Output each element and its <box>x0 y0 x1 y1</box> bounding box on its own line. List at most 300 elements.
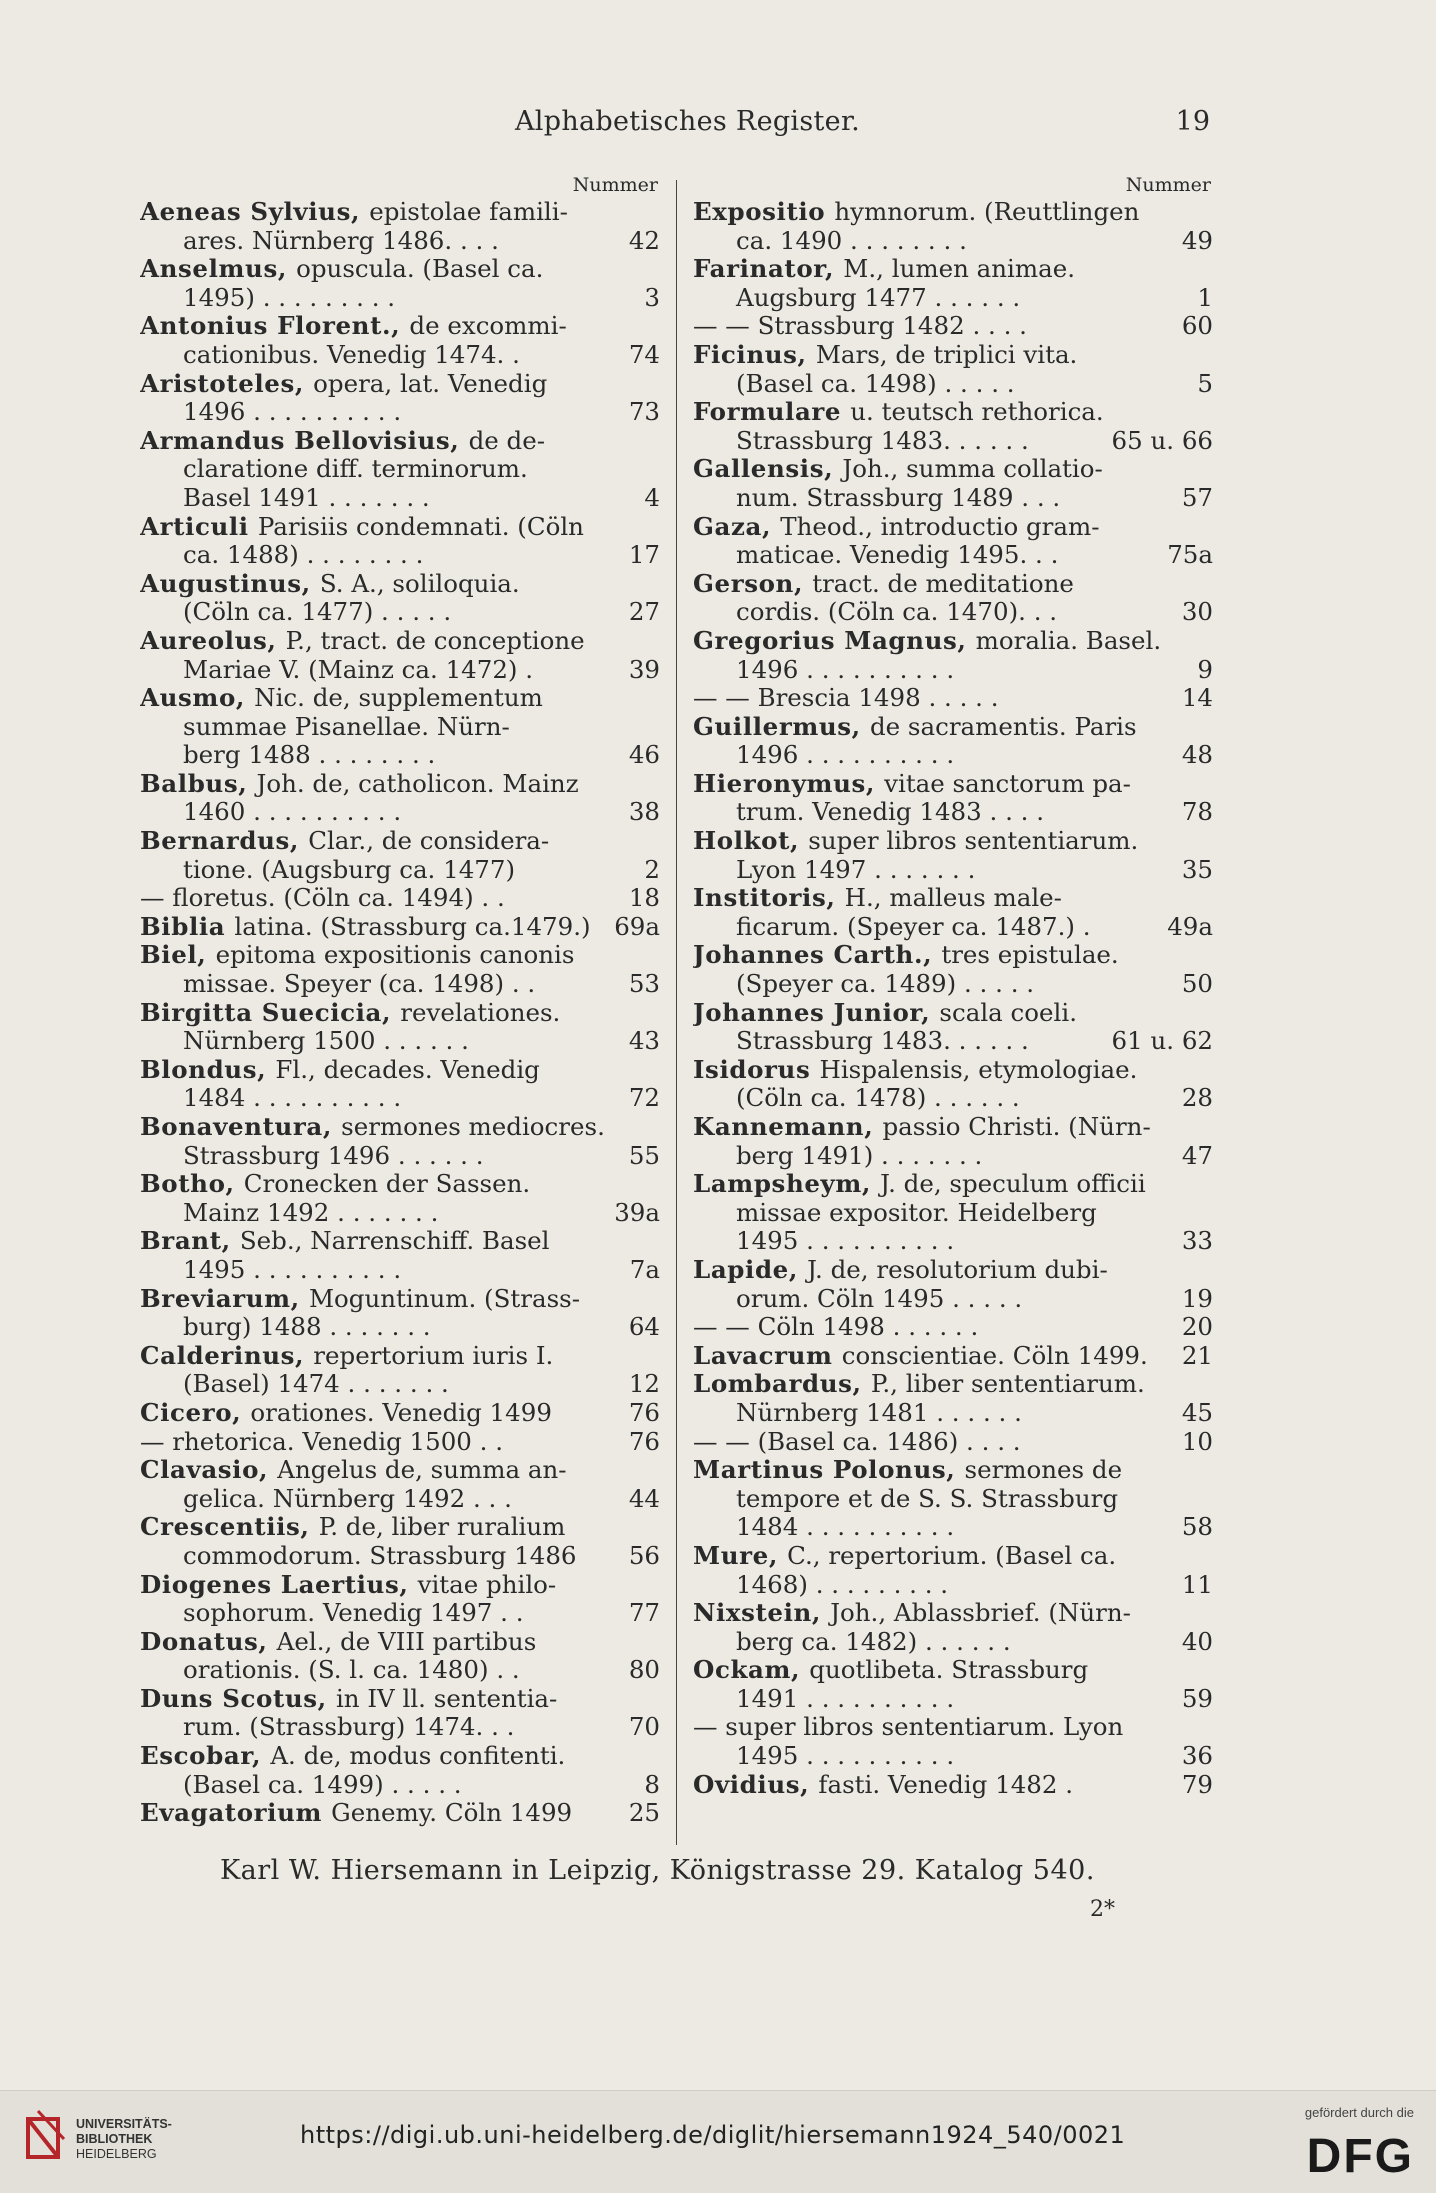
register-entry <box>693 198 1213 255</box>
entry-number: 57 <box>1181 483 1213 512</box>
entry-line <box>693 970 1213 999</box>
register-entry <box>693 1542 1213 1599</box>
entry-line <box>693 284 1213 313</box>
register-entry <box>693 1313 1213 1342</box>
entry-number: 9 <box>1197 655 1213 684</box>
entry-text: ficarum. (Speyer ca. 1487.) . <box>736 912 1091 941</box>
register-entry <box>693 570 1213 627</box>
entry-text: berg ca. 1482) . . . . . . <box>736 1627 1011 1656</box>
entry-number: 14 <box>1181 684 1213 713</box>
entry-headword: Crescentiis, <box>140 1513 319 1542</box>
entry-number: 49a <box>1167 912 1213 941</box>
register-entry <box>140 827 660 884</box>
register-entry <box>693 1113 1213 1170</box>
register-entry <box>693 312 1213 341</box>
register-entry <box>140 1170 660 1227</box>
page-header <box>140 106 1210 146</box>
entry-headword: Martinus Polonus, <box>693 1456 965 1485</box>
entry-headword: Diogenes Laertius, <box>140 1570 418 1599</box>
entry-text: Genemy. Cöln 1499 <box>331 1799 573 1828</box>
register-entry <box>140 770 660 827</box>
entry-text: 1495 . . . . . . . . . . <box>183 1255 402 1284</box>
entry-text: tres epistulae. <box>941 941 1119 970</box>
entry-line <box>140 999 660 1028</box>
entry-text: Strassburg 1483. . . . . . <box>736 426 1029 455</box>
entry-number: 17 <box>628 541 660 570</box>
entry-text: 1495 . . . . . . . . . . <box>736 1742 955 1771</box>
entry-text: revelationes. <box>400 998 561 1027</box>
entry-line <box>140 1542 660 1571</box>
entry-number: 3 <box>644 283 660 312</box>
entry-text: J. de, speculum officii <box>880 1170 1146 1199</box>
entry-headword: Nixstein, <box>693 1599 831 1628</box>
entry-line <box>140 1199 660 1228</box>
register-entry <box>693 398 1213 455</box>
entry-number: 47 <box>1181 1141 1213 1170</box>
entry-line <box>693 1742 1213 1771</box>
entry-line <box>693 427 1213 456</box>
register-entry <box>693 713 1213 770</box>
register-entry <box>140 370 660 427</box>
entry-line <box>140 913 660 942</box>
entry-number: 33 <box>1181 1227 1213 1256</box>
entry-headword: Ovidius, <box>693 1770 819 1799</box>
entry-line <box>693 770 1213 799</box>
entry-number: 11 <box>1181 1570 1213 1599</box>
register-entry <box>140 684 660 770</box>
register-entry <box>693 827 1213 884</box>
entry-line <box>140 484 660 513</box>
entry-line <box>693 1313 1213 1342</box>
entry-text: commodorum. Strassburg 1486 <box>183 1541 577 1570</box>
entry-text: ares. Nürnberg 1486. . . . <box>183 226 499 255</box>
entry-line <box>693 198 1213 227</box>
register-entry <box>693 941 1213 998</box>
entry-number: 2 <box>644 855 660 884</box>
register-entry <box>693 455 1213 512</box>
entry-line <box>693 1771 1213 1800</box>
dfg-logo[interactable]: DFG <box>1306 2130 1414 2183</box>
entry-number: 27 <box>628 598 660 627</box>
entry-number: 10 <box>1181 1427 1213 1456</box>
entry-text: (Speyer ca. 1489) . . . . . <box>736 970 1035 999</box>
register-entry <box>140 1799 660 1828</box>
entry-line <box>693 1342 1213 1371</box>
entry-number: 78 <box>1181 798 1213 827</box>
entry-headword: Ausmo, <box>140 684 255 713</box>
entry-line <box>693 570 1213 599</box>
entry-line <box>693 1027 1213 1056</box>
entry-line <box>693 1485 1213 1514</box>
sponsor-label: gefördert durch die <box>1304 2105 1414 2120</box>
entry-number: 39 <box>628 655 660 684</box>
entry-text: ca. 1488) . . . . . . . . <box>183 541 424 570</box>
entry-text: (Basel) 1474 . . . . . . . <box>183 1370 449 1399</box>
column-heading: Nummer <box>572 174 658 196</box>
entry-text: P., liber sententiarum. <box>870 1370 1145 1399</box>
entry-number: 60 <box>1181 312 1213 341</box>
entry-text: Joh., summa collatio- <box>842 455 1103 484</box>
column-heading: Nummer <box>1125 174 1211 196</box>
entry-line <box>693 1199 1213 1228</box>
entry-line <box>140 970 660 999</box>
university-library-logo[interactable] <box>20 2105 172 2175</box>
register-entry <box>140 312 660 369</box>
entry-line <box>140 1285 660 1314</box>
entry-text: conscientiae. Cöln 1499. <box>841 1341 1148 1370</box>
entry-text: Augsburg 1477 . . . . . . <box>736 283 1021 312</box>
entry-line <box>693 370 1213 399</box>
left-column <box>140 172 660 1828</box>
signature-mark: 2* <box>1090 1897 1115 1922</box>
entry-text: Nic. de, supplementum <box>254 684 543 713</box>
entry-text: H., malleus male- <box>844 884 1062 913</box>
entry-line <box>140 1656 660 1685</box>
entry-text: Moguntinum. (Strass- <box>308 1284 580 1313</box>
entry-line <box>140 1342 660 1371</box>
entry-line <box>693 598 1213 627</box>
entry-headword: Lombardus, <box>693 1370 871 1399</box>
entry-headword: Gregorius Magnus, <box>693 626 976 655</box>
entry-line <box>140 1742 660 1771</box>
register-entry <box>140 941 660 998</box>
entry-headword: Lavacrum <box>693 1341 842 1370</box>
entry-line <box>693 1428 1213 1457</box>
entry-text: Strassburg 1496 . . . . . . <box>183 1141 484 1170</box>
entry-number: 59 <box>1181 1684 1213 1713</box>
entry-headword: Hieronymus, <box>693 769 885 798</box>
register-entry <box>140 570 660 627</box>
register-entry <box>693 1428 1213 1457</box>
entry-number: 80 <box>628 1656 660 1685</box>
entry-number: 48 <box>1181 741 1213 770</box>
entry-text: passio Christi. (Nürn- <box>882 1113 1151 1141</box>
entry-headword: Institoris, <box>693 884 845 913</box>
entry-number: 39a <box>614 1198 660 1227</box>
entry-number: 46 <box>628 741 660 770</box>
page-number: 19 <box>1175 106 1210 137</box>
register-entry <box>693 1256 1213 1313</box>
entry-text: vitae philo- <box>417 1570 557 1599</box>
entry-line <box>693 798 1213 827</box>
document-url[interactable]: https://digi.ub.uni-heidelberg.de/diglit/hiersemann1924_540/0021 <box>300 2121 1126 2149</box>
entry-line <box>140 1599 660 1628</box>
entry-line <box>140 1170 660 1199</box>
register-entry <box>693 513 1213 570</box>
entry-line <box>140 1513 660 1542</box>
entry-text: tract. de meditatione <box>812 569 1074 598</box>
entry-line <box>140 1227 660 1256</box>
entry-number: 58 <box>1181 1513 1213 1542</box>
entry-number: 75a <box>1167 541 1213 570</box>
entry-text: A. de, modus confitenti. <box>270 1742 566 1771</box>
entry-line <box>140 1485 660 1514</box>
entry-number: 79 <box>1181 1770 1213 1799</box>
entry-number: 50 <box>1181 970 1213 999</box>
entry-headword: Articuli <box>140 512 258 541</box>
entry-text: — floretus. (Cöln ca. 1494) . . <box>140 884 505 913</box>
entry-line <box>140 541 660 570</box>
entry-headword: Clavasio, <box>140 1456 278 1485</box>
entry-text: 1460 . . . . . . . . . . <box>183 798 402 827</box>
entry-line <box>140 1456 660 1485</box>
entry-line <box>693 484 1213 513</box>
register-entry <box>693 1771 1213 1800</box>
entry-text: cordis. (Cöln ca. 1470). . . <box>736 598 1058 627</box>
register-entry <box>140 1056 660 1113</box>
entry-number: 72 <box>628 1084 660 1113</box>
register-entry <box>140 198 660 255</box>
entry-headword: Birgitta Suecicia, <box>140 998 401 1027</box>
viewer-bottom-bar <box>0 2090 1436 2193</box>
entry-headword: Calderinus, <box>140 1341 314 1370</box>
running-title: Alphabetisches Register. <box>515 106 861 137</box>
entry-number: 36 <box>1181 1742 1213 1771</box>
entry-text: orum. Cöln 1495 . . . . . <box>736 1284 1023 1313</box>
entry-number: 73 <box>628 398 660 427</box>
entry-headword: Mure, <box>693 1541 788 1570</box>
entry-line <box>693 227 1213 256</box>
register-entry <box>140 1227 660 1284</box>
entry-number: 21 <box>1181 1341 1213 1370</box>
entry-number: 74 <box>628 340 660 369</box>
entry-number: 30 <box>1181 598 1213 627</box>
entry-line <box>140 1799 660 1828</box>
entry-line <box>693 541 1213 570</box>
entry-headword: Isidorus <box>693 1055 820 1084</box>
register-entry <box>140 1685 660 1742</box>
logo-line: UNIVERSITÄTS- <box>76 2117 172 2131</box>
entry-text: Joh. de, catholicon. Mainz <box>256 769 579 798</box>
register-entry <box>693 627 1213 684</box>
entry-text: de de- <box>468 426 545 455</box>
entry-text: 1484 . . . . . . . . . . <box>736 1513 955 1542</box>
entry-text: num. Strassburg 1489 . . . <box>736 483 1061 512</box>
entry-text: 1496 . . . . . . . . . . <box>736 741 955 770</box>
entry-number: 45 <box>1181 1398 1213 1427</box>
entry-number: 35 <box>1181 855 1213 884</box>
entry-headword: Gaza, <box>693 512 781 541</box>
entry-text: ca. 1490 . . . . . . . . <box>736 226 967 255</box>
entry-headword: Holkot, <box>693 827 809 856</box>
entry-line <box>693 1599 1213 1628</box>
entry-line <box>140 1056 660 1085</box>
entry-text: M., lumen animae. <box>843 255 1075 284</box>
entry-line <box>140 684 660 713</box>
entry-line <box>693 656 1213 685</box>
entry-line <box>693 513 1213 542</box>
register-entry <box>693 684 1213 713</box>
entry-line <box>693 884 1213 913</box>
entry-line <box>140 827 660 856</box>
register-entry <box>693 1713 1213 1770</box>
entry-number: 64 <box>628 1313 660 1342</box>
entry-headword: Bonaventura, <box>140 1113 342 1141</box>
entry-line <box>693 1713 1213 1742</box>
entry-text: maticae. Venedig 1495. . . <box>736 541 1059 570</box>
entry-line <box>693 1227 1213 1256</box>
entry-line <box>693 941 1213 970</box>
entry-line <box>693 1056 1213 1085</box>
register-entry <box>140 1571 660 1628</box>
entry-number: 69a <box>614 912 660 941</box>
entry-text: 1468) . . . . . . . . . <box>736 1570 949 1599</box>
entry-line <box>140 370 660 399</box>
entry-text: (Basel ca. 1498) . . . . . <box>736 369 1015 398</box>
entry-headword: Biblia <box>140 912 235 941</box>
entry-headword: Blondus, <box>140 1055 276 1084</box>
entry-text: opera, lat. Venedig <box>313 369 548 398</box>
entry-line <box>140 884 660 913</box>
entry-number: 43 <box>628 1027 660 1056</box>
register-entry <box>693 770 1213 827</box>
entry-headword: Balbus, <box>140 769 257 798</box>
entry-line <box>140 341 660 370</box>
entry-number: 53 <box>628 970 660 999</box>
entry-text: 1496 . . . . . . . . . . <box>183 398 402 427</box>
entry-headword: Augustinus, <box>140 569 320 598</box>
entry-headword: Aureolus, <box>140 626 286 655</box>
entry-text: Angelus de, summa an- <box>277 1456 567 1485</box>
entry-line <box>693 1571 1213 1600</box>
entry-number: 55 <box>628 1141 660 1170</box>
register-entry <box>693 1656 1213 1713</box>
entry-line <box>140 455 660 484</box>
entry-text: (Cöln ca. 1477) . . . . . <box>183 598 452 627</box>
entry-line <box>140 1027 660 1056</box>
entry-line <box>693 827 1213 856</box>
entry-headword: Gerson, <box>693 569 813 598</box>
entry-headword: Ockam, <box>693 1656 810 1685</box>
entry-text: — — Brescia 1498 . . . . . <box>693 684 999 713</box>
entry-number: 65 u. 66 <box>1111 426 1213 455</box>
register-entry <box>140 1113 660 1170</box>
entry-text: summae Pisanellae. Nürn- <box>183 712 510 741</box>
entry-number: 25 <box>628 1799 660 1828</box>
entry-headword: Johannes Junior, <box>693 998 940 1027</box>
entry-text: de excommi- <box>409 312 567 341</box>
entry-text: latina. (Strassburg ca.1479.) <box>234 912 591 941</box>
entry-headword: Aristoteles, <box>140 369 314 398</box>
entry-text: P. de, liber ruralium <box>318 1513 566 1542</box>
logo-line: BIBLIOTHEK <box>76 2132 153 2146</box>
entry-headword: Escobar, <box>140 1742 271 1771</box>
entry-line <box>140 741 660 770</box>
entry-headword: Brant, <box>140 1227 240 1256</box>
entry-line <box>693 341 1213 370</box>
entry-headword: Farinator, <box>693 255 844 284</box>
register-entry <box>693 255 1213 312</box>
register-entry <box>140 1285 660 1342</box>
entry-headword: Donatus, <box>140 1627 277 1656</box>
entry-number: 49 <box>1181 226 1213 255</box>
entry-text: P., tract. de conceptione <box>285 626 585 655</box>
entry-line <box>140 627 660 656</box>
register-entry <box>140 1399 660 1428</box>
entry-text: fasti. Venedig 1482 . <box>818 1770 1074 1799</box>
entry-line <box>140 398 660 427</box>
entry-text: 1491 . . . . . . . . . . <box>736 1684 955 1713</box>
entry-line <box>693 1513 1213 1542</box>
entry-line <box>140 598 660 627</box>
entry-line <box>693 856 1213 885</box>
entry-text: — — (Basel ca. 1486) . . . . <box>693 1427 1021 1456</box>
entry-line <box>140 1771 660 1800</box>
register-entry <box>140 999 660 1056</box>
entry-number: 70 <box>628 1713 660 1742</box>
entry-line <box>140 1571 660 1600</box>
register-entry <box>140 513 660 570</box>
entry-text: tempore et de S. S. Strassburg <box>736 1484 1119 1513</box>
entry-text: u. teutsch rethorica. <box>850 398 1104 427</box>
entry-text: Parisiis condemnati. (Cöln <box>257 512 584 541</box>
entry-text: 1495) . . . . . . . . . <box>183 283 396 312</box>
entry-line <box>693 398 1213 427</box>
entry-line <box>693 1399 1213 1428</box>
register-entry <box>140 1428 660 1457</box>
entry-headword: Cicero, <box>140 1398 251 1427</box>
entry-headword: Evagatorium <box>140 1799 332 1828</box>
register-entry <box>693 1056 1213 1113</box>
entry-text: Nürnberg 1500 . . . . . . <box>183 1027 469 1056</box>
entry-line <box>140 1370 660 1399</box>
entry-text: de sacramentis. Paris <box>869 712 1137 741</box>
entry-line <box>140 1685 660 1714</box>
entry-text: in IV ll. sententia- <box>335 1684 558 1713</box>
entry-text: J. de, resolutorium dubi- <box>807 1255 1108 1284</box>
entry-text: missae expositor. Heidelberg <box>736 1198 1097 1227</box>
entry-line <box>140 1256 660 1285</box>
logo-line: HEIDELBERG <box>76 2147 157 2161</box>
register-entry <box>693 1456 1213 1542</box>
entry-headword: Formulare <box>693 398 851 427</box>
entry-text: Strassburg 1483. . . . . . <box>736 1027 1029 1056</box>
entry-text: Hispalensis, etymologiae. <box>819 1055 1138 1084</box>
entry-line <box>693 1084 1213 1113</box>
entry-text: moralia. Basel. <box>975 626 1162 655</box>
entry-headword: Duns Scotus, <box>140 1684 336 1713</box>
register-entry <box>140 627 660 684</box>
entry-headword: Antonius Florent., <box>140 312 410 341</box>
entry-headword: Bernardus, <box>140 827 309 856</box>
entry-number: 4 <box>644 483 660 512</box>
entry-text: opuscula. (Basel ca. <box>296 255 544 284</box>
entry-line <box>693 1142 1213 1171</box>
entry-text: Theod., introductio gram- <box>780 512 1100 541</box>
entry-line <box>140 1399 660 1428</box>
entry-text: 1495 . . . . . . . . . . <box>736 1227 955 1256</box>
register-entry <box>140 1742 660 1799</box>
entry-line <box>140 941 660 970</box>
register-entry <box>693 1342 1213 1371</box>
entry-number: 76 <box>628 1427 660 1456</box>
entry-line <box>140 656 660 685</box>
entry-line <box>140 1313 660 1342</box>
publisher-line: Karl W. Hiersemann in Leipzig, Königstrasse 29. Katalog 540. <box>220 1855 1095 1886</box>
register-entry <box>140 1628 660 1685</box>
entry-text: sermones de <box>964 1456 1123 1485</box>
column-divider <box>676 180 677 1845</box>
entry-text: trum. Venedig 1483 . . . . <box>736 798 1045 827</box>
entry-text: Mainz 1492 . . . . . . . <box>183 1198 439 1227</box>
entry-line <box>140 198 660 227</box>
entry-line <box>140 227 660 256</box>
entry-text: — rhetorica. Venedig 1500 . . <box>140 1427 504 1456</box>
entry-text: — — Strassburg 1482 . . . . <box>693 312 1027 341</box>
register-entry <box>140 1456 660 1513</box>
entry-text: epistolae famili- <box>369 198 568 226</box>
entry-text: repertorium iuris I. <box>313 1341 554 1370</box>
